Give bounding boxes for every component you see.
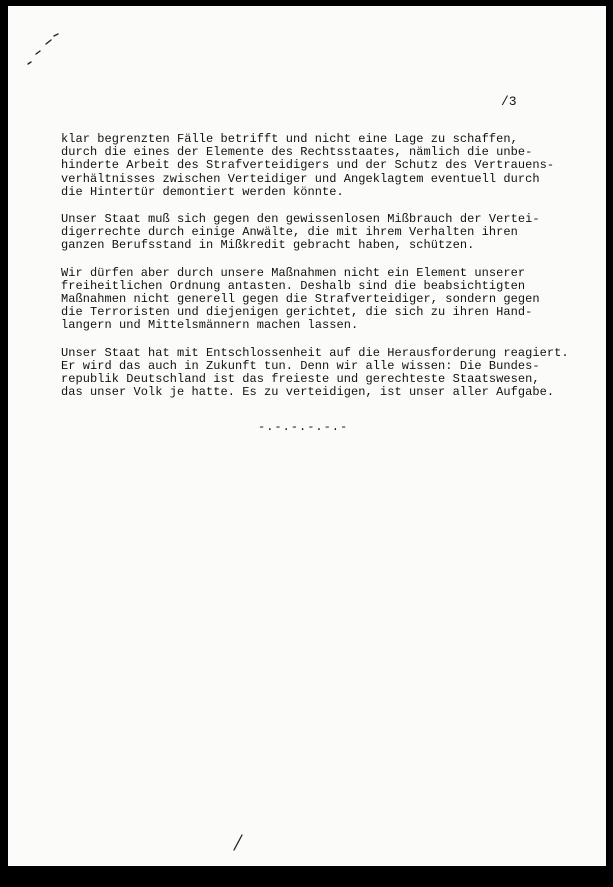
paragraph-2 [61,213,581,253]
text-line: ganzen Berufsstand in Mißkredit gebracht haben, schützen. [61,238,475,253]
pen-mark-top-left [22,32,62,68]
text-line: verhältnisses zwischen Verteidiger und Angeklagtem eventuell durch [61,171,540,186]
text-line: die Hintertür demontiert werden könnte. [61,184,344,199]
text-line: Maßnahmen nicht generell gegen die Strafverteidiger, sondern gegen [61,292,540,307]
document-page [8,6,606,866]
text-line: Unser Staat muß sich gegen den gewissenlosen Mißbrauch der Vertei- [61,212,540,227]
text-line: Unser Staat hat mit Entschlossenheit auf die Herausforderung reagiert. [61,345,569,360]
paragraph-3 [61,267,581,333]
text-line: die Terroristen und diejenigen gerichtet, die sich zu ihren Hand- [61,305,533,320]
text-line: das unser Volk je hatte. Es zu verteidigen, ist unser aller Aufgabe. [61,385,555,400]
pen-mark-bottom [230,832,246,854]
text-line: republik Deutschland ist das freieste und gerechteste Staatswesen, [61,372,540,387]
paragraph-1 [61,133,581,199]
text-line: klar begrenzten Fälle betrifft und nicht eine Lage zu schaffen, [61,132,518,146]
text-line: Er wird das auch in Zukunft tun. Denn wir alle wissen: Die Bundes- [61,358,540,373]
end-of-text-mark: -.-.-.-.-.- [258,420,349,434]
text-line: durch die eines der Elemente des Rechtsstaates, nämlich die unbe- [61,145,533,160]
text-line: langern und Mittelsmännern machen lassen. [61,318,359,333]
text-line: freiheitlichen Ordnung antasten. Deshalb sind die beabsichtigten [61,278,526,293]
document-body [61,133,581,413]
text-line: digerrechte durch einige Anwälte, die mit ihrem Verhalten ihren [61,225,518,240]
text-line: hinderte Arbeit des Strafverteidigers und der Schutz des Vertrauens- [61,158,555,173]
text-line: Wir dürfen aber durch unsere Maßnahmen nicht ein Element unserer [61,265,526,280]
page-number: /3 [501,94,517,109]
paragraph-4 [61,347,581,400]
